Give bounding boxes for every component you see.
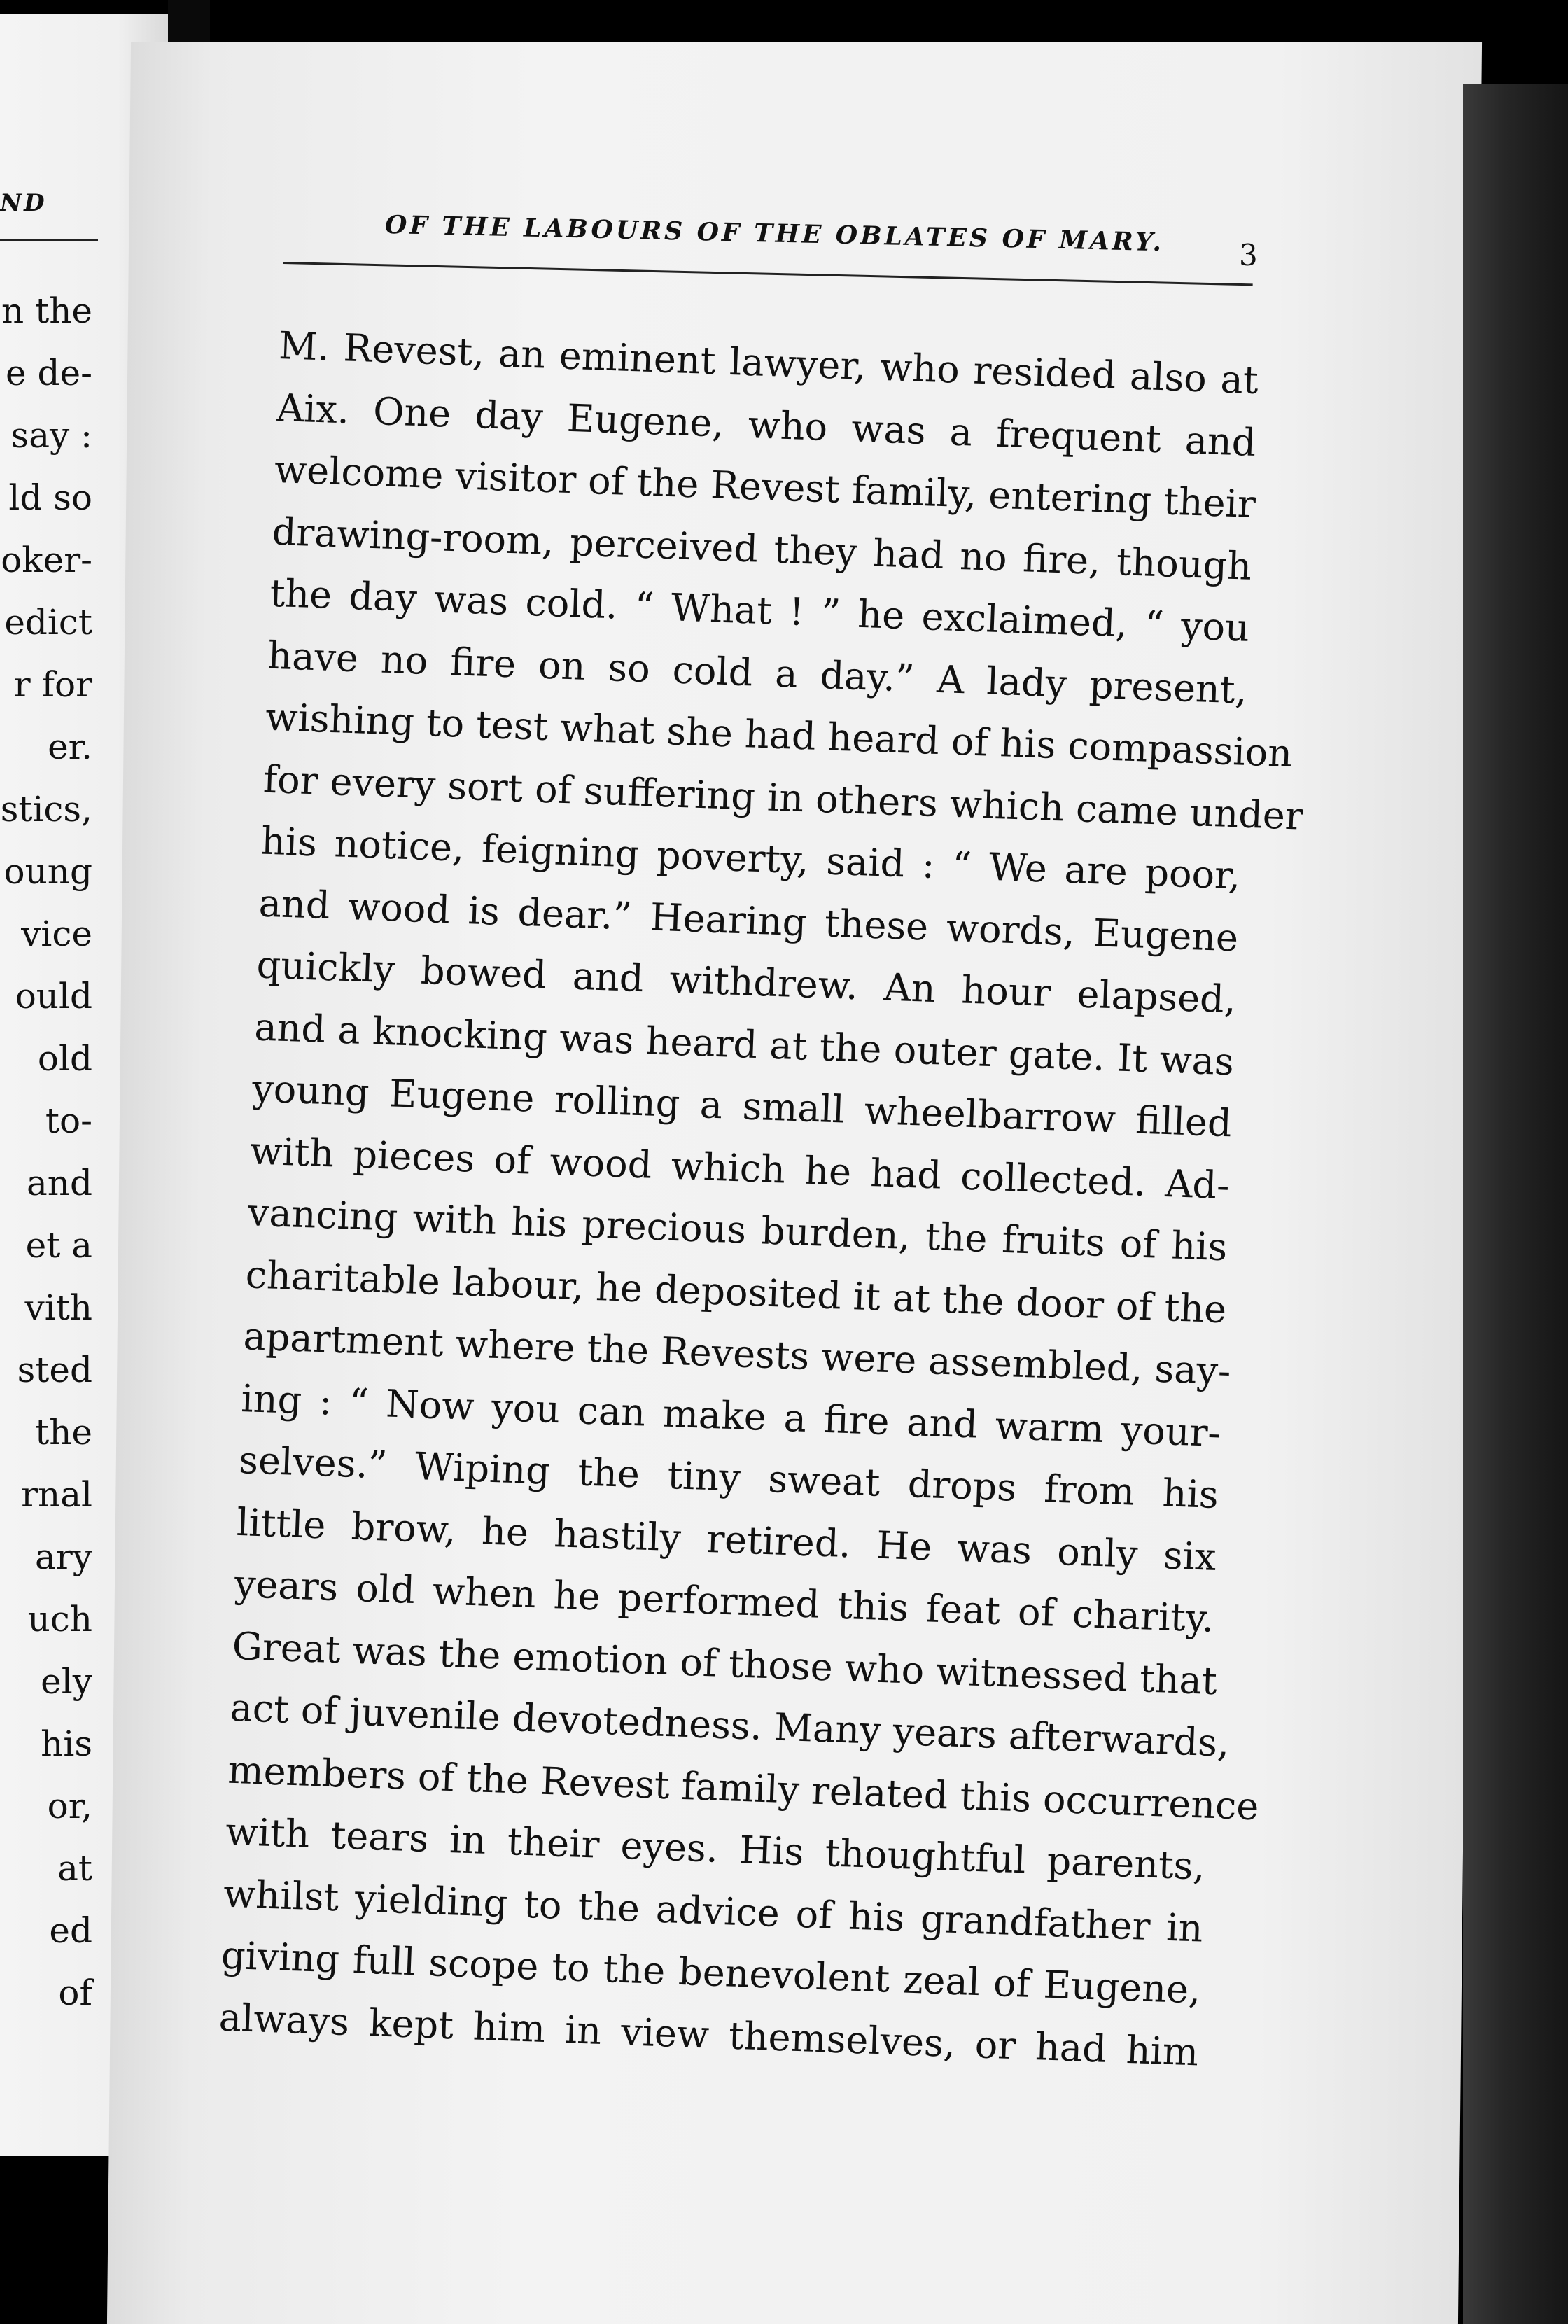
left-text-line: his [41, 1723, 92, 1764]
left-text-line: ld so [8, 477, 92, 518]
text-line: M. Revest, an eminent lawyer, who resided also at [278, 323, 1259, 403]
left-text-line: at [57, 1848, 92, 1889]
text-line: have no fire on so cold a day.” A lady present, [267, 633, 1248, 713]
text-line: welcome visitor of the Revest family, entering their [273, 447, 1256, 527]
left-text-line: old [37, 1038, 92, 1079]
text-line: his notice, feigning poverty, said : “ We are poor, [260, 818, 1242, 898]
left-text-line: ould [15, 976, 92, 1016]
left-text-line: ed [49, 1910, 92, 1951]
text-line: apartment where the Revests were assembled, say- [242, 1314, 1232, 1394]
text-line: charitable labour, he deposited it at the door of the [244, 1252, 1228, 1331]
text-line: vancing with his precious burden, the fruits of his [246, 1190, 1228, 1270]
left-text-line: say : [10, 415, 92, 456]
left-text-line: ary [35, 1536, 92, 1577]
left-text-line: or, [47, 1786, 92, 1826]
left-text-line: vice [21, 913, 92, 954]
text-line: for every sort of suffering in others which came under [262, 757, 1304, 839]
text-line: always kept him in view themselves, or had him [218, 1994, 1200, 2075]
left-text-line: and [26, 1163, 92, 1203]
page-edge-shadow [1463, 84, 1568, 2324]
left-running-head: ND [0, 189, 47, 217]
text-line: members of the Revest family related this occurrence [227, 1747, 1260, 1828]
text-line: little brow, he hastily retired. He was only six [236, 1499, 1217, 1579]
text-line: with pieces of wood which he had collected. Ad- [249, 1128, 1231, 1208]
left-text-line: edict [4, 602, 92, 643]
text-line: the day was cold. “ What ! ” he exclaimed, “ you [269, 570, 1251, 650]
running-head: OF THE LABOURS OF THE OBLATES OF MARY. [384, 210, 1165, 258]
text-line: quickly bowed and withdrew. An hour elapsed, [255, 942, 1238, 1022]
left-header-rule [0, 239, 98, 241]
text-line: young Eugene rolling a small wheelbarrow filled [251, 1066, 1233, 1146]
left-text-line: et a [25, 1225, 92, 1266]
text-line: and wood is dear.” Hearing these words, Eugene [258, 880, 1240, 960]
text-line: Great was the emotion of those who witnessed that [231, 1623, 1218, 1703]
left-text-line: r for [13, 664, 92, 705]
text-line: with tears in their eyes. His thoughtful parents, [225, 1809, 1206, 1889]
left-text-line: e de- [6, 353, 92, 393]
text-line: years old when he performed this feat of charity. [234, 1561, 1215, 1641]
left-text-line: rnal [21, 1474, 92, 1515]
left-text-line: oker- [1, 540, 92, 580]
text-line: drawing-room, perceived they had no fire, though [271, 509, 1253, 589]
text-line: whilst yielding to the advice of his grandfather in [223, 1871, 1204, 1951]
left-text-line: sted [17, 1350, 92, 1390]
text-line: giving full scope to the benevolent zeal of Eugene, [220, 1933, 1202, 2012]
text-line: wishing to test what she had heard of his compassion [265, 694, 1294, 776]
body-text [218, 315, 1304, 2083]
page-number: 3 [1239, 238, 1258, 272]
left-text-line: vith [24, 1287, 92, 1328]
left-text-line: n the [1, 290, 92, 331]
left-text-line: the [35, 1412, 92, 1452]
text-line: ing : “ Now you can make a fire and warm your- [240, 1376, 1222, 1455]
left-text-line: of [58, 1973, 92, 2013]
text-line: Aix. One day Eugene, who was a frequent and [276, 385, 1257, 465]
left-text-line: oung [4, 851, 92, 892]
text-line: selves.” Wiping the tiny sweat drops from his [238, 1437, 1219, 1518]
left-text-line: er. [48, 727, 92, 767]
left-text-line: ely [41, 1661, 92, 1702]
text-line: and a knocking was heard at the outer gate. It was [253, 1004, 1235, 1084]
text-line: act of juvenile devotedness. Many years afterwards, [229, 1685, 1231, 1765]
left-text-line: uch [27, 1599, 92, 1639]
left-text-line: to- [45, 1100, 92, 1141]
left-text-line: stics, [0, 789, 92, 830]
